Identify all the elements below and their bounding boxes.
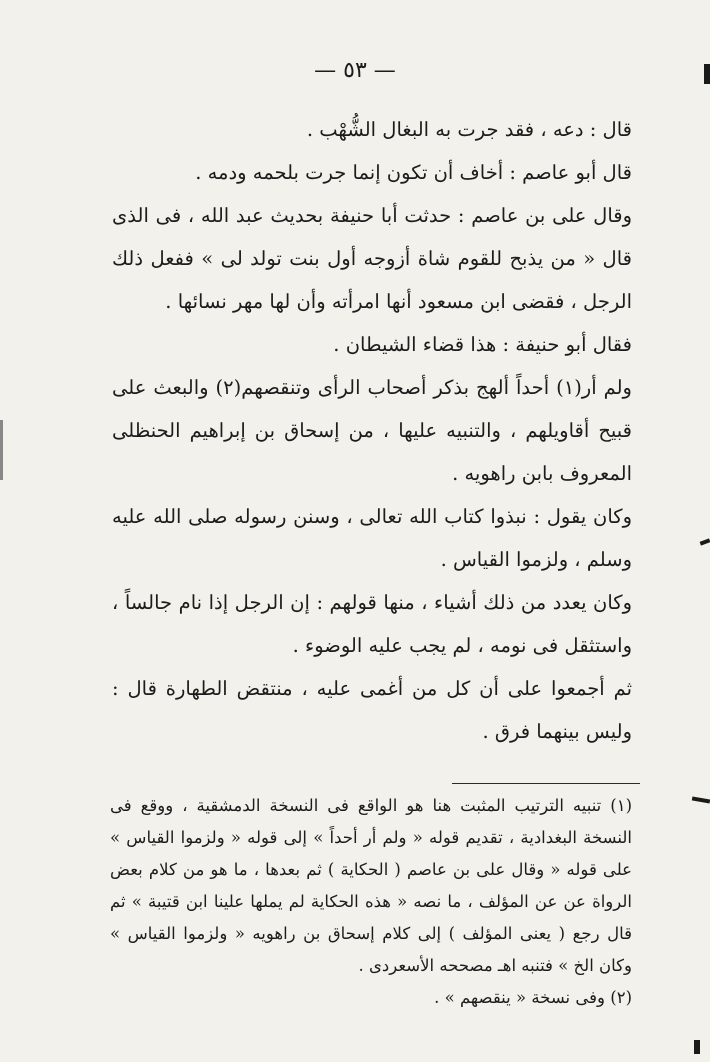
scan-edge-mark (0, 420, 3, 480)
footnote: (٢) وفى نسخة « ينقصهم » . (434, 988, 632, 1007)
page-number: — ٥٣ — (314, 58, 396, 83)
paragraph: ثم أجمعوا على أن كل من أغمى عليه ، منتقض الطهارة قال : وليس بينهما فرق . (112, 677, 632, 743)
paragraph: وكان يعدد من ذلك أشياء ، منها قولهم : إن الرجل إذا نام جالساً ، واستثقل فى نومه ، لم يجب عليه الوضوء . (112, 591, 632, 657)
scan-edge-mark (700, 538, 710, 545)
main-text (112, 108, 632, 753)
paragraph: فقال أبو حنيفة : هذا قضاء الشيطان . (333, 333, 632, 356)
scan-edge-mark (692, 796, 710, 803)
paragraph: ولم أر(١) أحداً ألهج بذكر أصحاب الرأى وتنقصهم(٢) والبعث على قبيح أقاويلهم ، والتنبيه عليها ، من إسحاق بن إبراهيم الحنظلى المعروف بابن راهويه . (112, 376, 632, 485)
footnotes (110, 790, 632, 1014)
paragraph: قال : دعه ، فقد جرت به البغال الشُّهْب . (306, 118, 632, 141)
scan-edge-mark (694, 1040, 700, 1054)
footnote-divider (452, 783, 640, 784)
paragraph: وقال على بن عاصم : حدثت أبا حنيفة بحديث عبد الله ، فى الذى قال « من يذبح للقوم شاة أزوجه أول بنت تولد لى » ففعل ذلك الرجل ، فقضى ابن مسعود أنها امرأته وأن لها مهر نسائها . (112, 204, 632, 313)
scan-edge-mark (704, 64, 710, 84)
paragraph: وكان يقول : نبذوا كتاب الله تعالى ، وسنن رسوله صلى الله عليه وسلم ، ولزموا القياس . (112, 505, 632, 571)
paragraph: قال أبو عاصم : أخاف أن تكون إنما جرت بلحمه ودمه . (195, 161, 632, 184)
footnote: (١) تنبيه الترتيب المثبت هنا هو الواقع فى النسخة الدمشقية ، ووقع فى النسخة البغدادية ، تقديم قوله « ولم أر أحداً » إلى قوله « ولزموا القياس » على قوله « وقال على بن عاصم ( الحكاية ) ثم بعدها ، ما هو من كلام بعض الرواة عن عن المؤلف ، ما نصه « هذه الحكاية لم يملها علينا ابن قتيبة » ثم قال رجع ( يعنى المؤلف ) إلى كلام إسحاق بن راهويه « ولزموا القياس » وكان الخ » فتنبه اهـ مصححه الأسعردى . (110, 796, 632, 975)
